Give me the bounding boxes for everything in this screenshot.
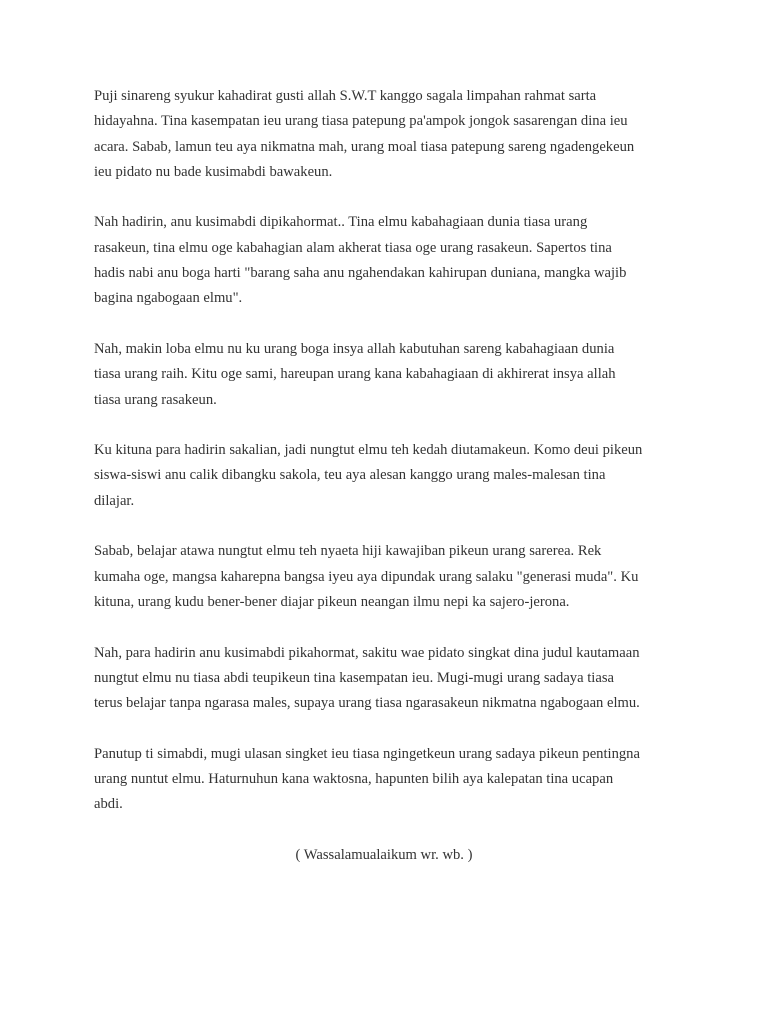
text-line: Nah, makin loba elmu nu ku urang boga insya allah kabutuhan sareng kabahagiaan dunia xyxy=(94,340,615,357)
text-line: rasakeun, tina elmu oge kabahagian alam akherat tiasa oge urang rasakeun. Sapertos tina xyxy=(94,239,612,256)
text-line: Nah hadirin, anu kusimabdi dipikahormat.. Tina elmu kabahagiaan dunia tiasa urang xyxy=(94,214,588,231)
text-line: bagina ngabogaan elmu". xyxy=(94,290,243,307)
text-line: kumaha oge, mangsa kaharepna bangsa iyeu aya dipundak urang salaku "generasi muda". Ku xyxy=(94,568,639,585)
paragraph-sabab-belajar xyxy=(94,539,688,615)
text-line: hadis nabi anu boga harti "barang saha anu ngahendakan kahirupan duniana, mangka wajib xyxy=(94,265,627,282)
text-line: urang nuntut elmu. Haturnuhun kana waktosna, hapunten bilih aya kalepatan tina ucapan xyxy=(94,771,614,788)
text-line: dilajar. xyxy=(94,492,135,509)
text-line: abdi. xyxy=(94,796,123,813)
text-line: terus belajar tanpa ngarasa males, supaya urang tiasa ngarasakeun nikmatna ngabogaan elmu. xyxy=(94,695,640,712)
text-line: Sabab, belajar atawa nungtut elmu teh nyaeta hiji kawajiban pikeun urang sarerea. Rek xyxy=(94,543,602,560)
text-line: kituna, urang kudu bener-bener diajar pikeun neangan ilmu nepi ka sajero-jerona. xyxy=(94,593,570,610)
text-line: nungtut elmu nu tiasa abdi teupikeun tina kasempatan ieu. Mugi-mugi urang sadaya tiasa xyxy=(94,669,614,686)
paragraph-opening-thanks xyxy=(94,84,688,185)
text-line: tiasa urang raih. Kitu oge sami, hareupan urang kana kabahagiaan di akhirerat insya allah xyxy=(94,366,616,383)
text-line: Ku kituna para hadirin sakalian, jadi nungtut elmu teh kedah diutamakeun. Komo deui pikeun xyxy=(94,442,643,459)
text-line: hidayahna. Tina kasempatan ieu urang tiasa patepung pa'ampok jongok sasarengan dina ieu xyxy=(94,113,628,130)
text-line: Nah, para hadirin anu kusimabdi pikahormat, sakitu wae pidato singkat dina judul kautamaan xyxy=(94,644,640,661)
paragraph-para-hadirin xyxy=(94,641,688,717)
text-line: acara. Sabab, lamun teu aya nikmatna mah, urang moal tiasa patepung sareng ngadengekeun xyxy=(94,138,635,155)
text-line: siswa-siswi anu calik dibangku sakola, teu aya alesan kanggo urang males-malesan tina xyxy=(94,467,606,484)
text-line: ieu pidato nu bade kusimabdi bawakeun. xyxy=(94,163,333,180)
paragraph-hadirin xyxy=(94,210,688,311)
closing-salutation: ( Wassalamualaikum wr. wb. ) xyxy=(295,846,473,863)
paragraph-ku-kituna xyxy=(94,438,688,514)
text-line: tiasa urang rasakeun. xyxy=(94,391,217,408)
text-line: Panutup ti simabdi, mugi ulasan singket ieu tiasa ngingetkeun urang sadaya pikeun pentingna xyxy=(94,745,640,762)
paragraph-makin-loba-elmu xyxy=(94,337,688,413)
text-line: Puji sinareng syukur kahadirat gusti allah S.W.T kanggo sagala limpahan rahmat sarta xyxy=(94,88,597,104)
paragraph-panutup xyxy=(94,742,688,818)
